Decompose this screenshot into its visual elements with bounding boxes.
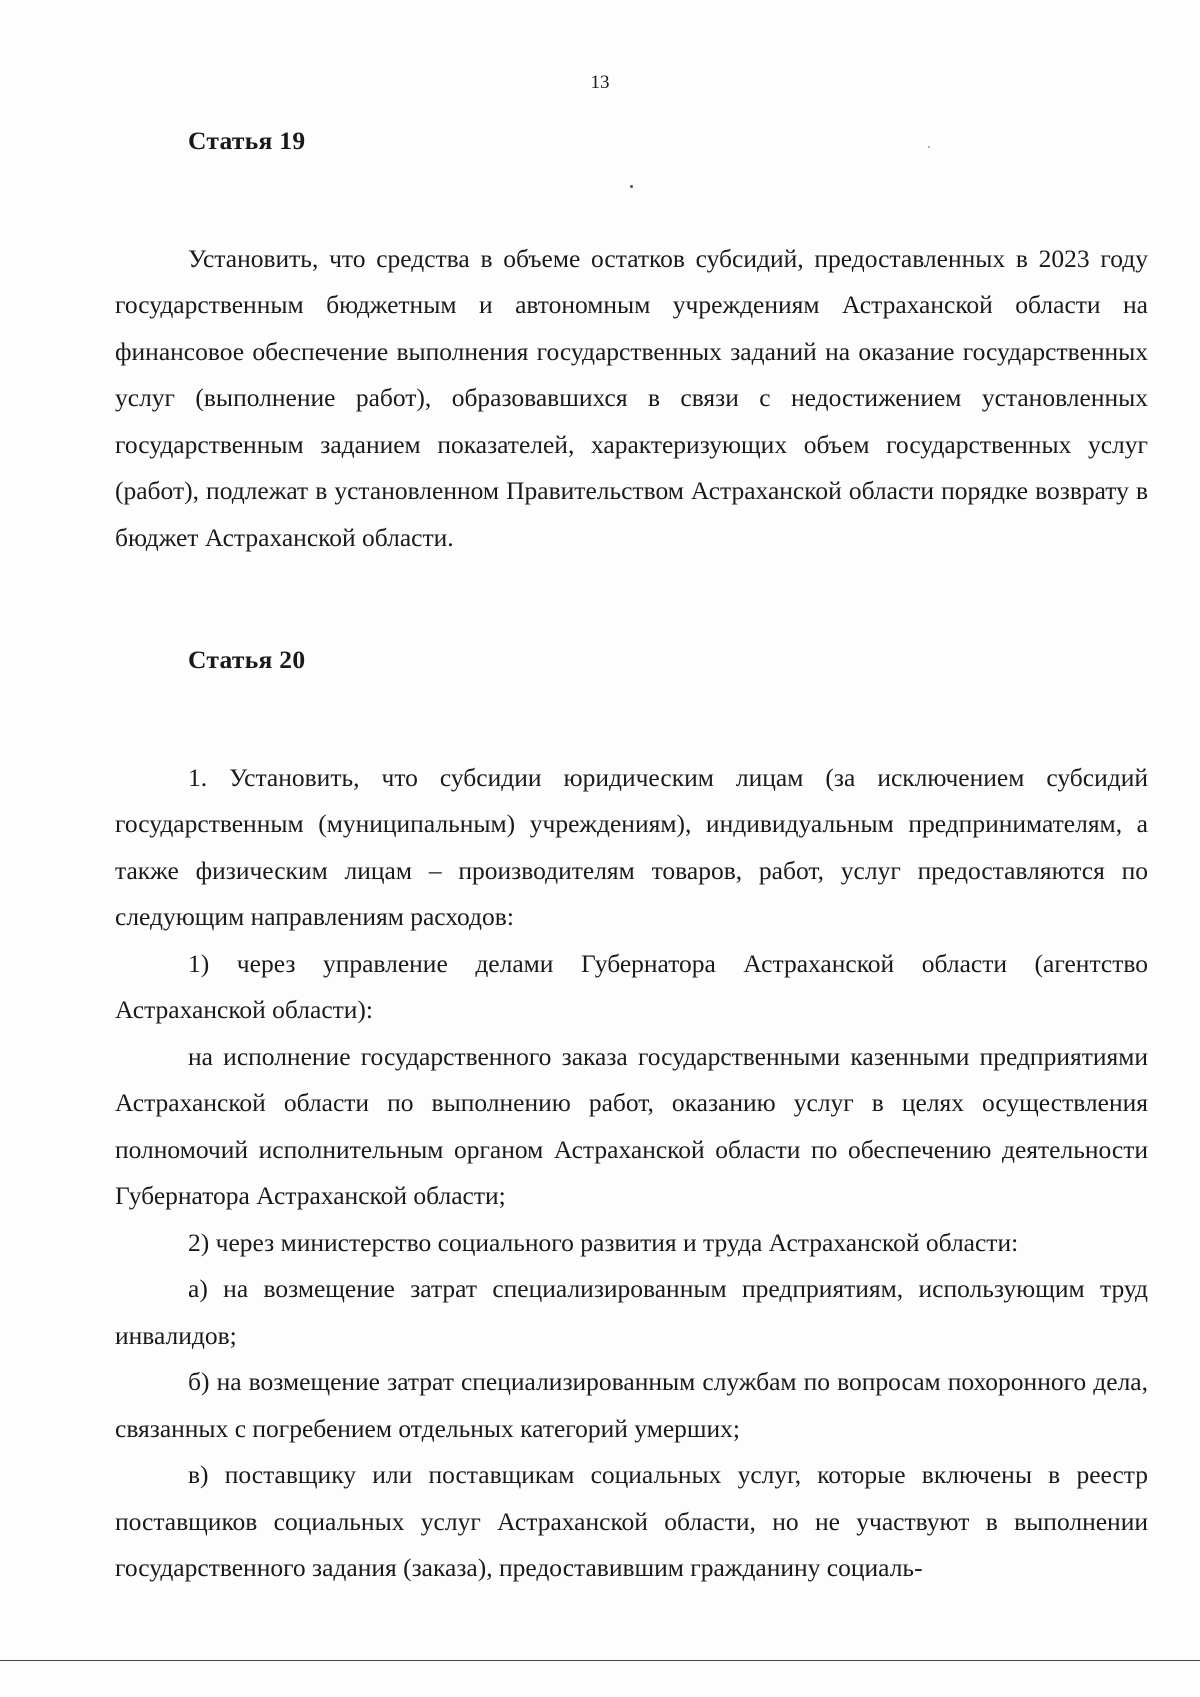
article-20-paragraph: в) поставщику или поставщикам социальных услуг, которые включены в реестр поставщиков социальных услуг Астраханской области, но не участвуют в выполнении государственного задания (заказа), предоставившим гражданину социаль- bbox=[115, 1460, 1148, 1582]
article-20-paragraph: на исполнение государственного заказа государственными казенными предприятиями Астраханской области по выполнению работ, оказанию услуг в целях осуществления полномочий исполнительным органом Астраханской области по обеспечению деятельности Губернатора Астраханской области; bbox=[115, 1041, 1148, 1210]
page-number: 13 bbox=[590, 72, 610, 93]
article-20-heading: Статья 20 bbox=[188, 645, 306, 674]
article-20-paragraph: б) на возмещение затрат специализированным службам по вопросам похоронного дела, связанных с погребением отдельных категорий умерших; bbox=[115, 1367, 1148, 1443]
article-20-paragraph: а) на возмещение затрат специализированным предприятиям, использующим труд инвалидов; bbox=[115, 1274, 1148, 1350]
article-19-heading: Статья 19 bbox=[188, 126, 306, 155]
article-20-paragraph: 1) через управление делами Губернатора Астраханской области (агентство Астраханской области): bbox=[115, 948, 1148, 1024]
document-body bbox=[115, 110, 1148, 1592]
article-20-paragraph: 2) через министерство социального развития и труда Астраханской области: bbox=[188, 1227, 1019, 1257]
article-20-paragraph: 1. Установить, что субсидии юридическим лицам (за исключением субсидий государственным (муниципальным) учреждениям), индивидуальным предпринимателям, а также физическим лицам – производителям товаров, работ, услуг предоставляются по следующим направлениям расходов: bbox=[115, 762, 1148, 931]
section-gap bbox=[115, 561, 1148, 637]
page-bottom-rule bbox=[0, 1660, 1200, 1661]
article-19-paragraph: Установить, что средства в объеме остатков субсидий, предоставленных в 2023 году государственным бюджетным и автономным учреждениям Астраханской области на финансовое обеспечение выполнения государственных заданий на оказание государственных услуг (выполнение работ), образовавшихся в связи с недостижением установленных государственным заданием показателей, характеризующих объем государственных услуг (работ), подлежат в установленном Правительством Астраханской области порядке возврату в бюджет Астраханской области. bbox=[115, 243, 1148, 552]
